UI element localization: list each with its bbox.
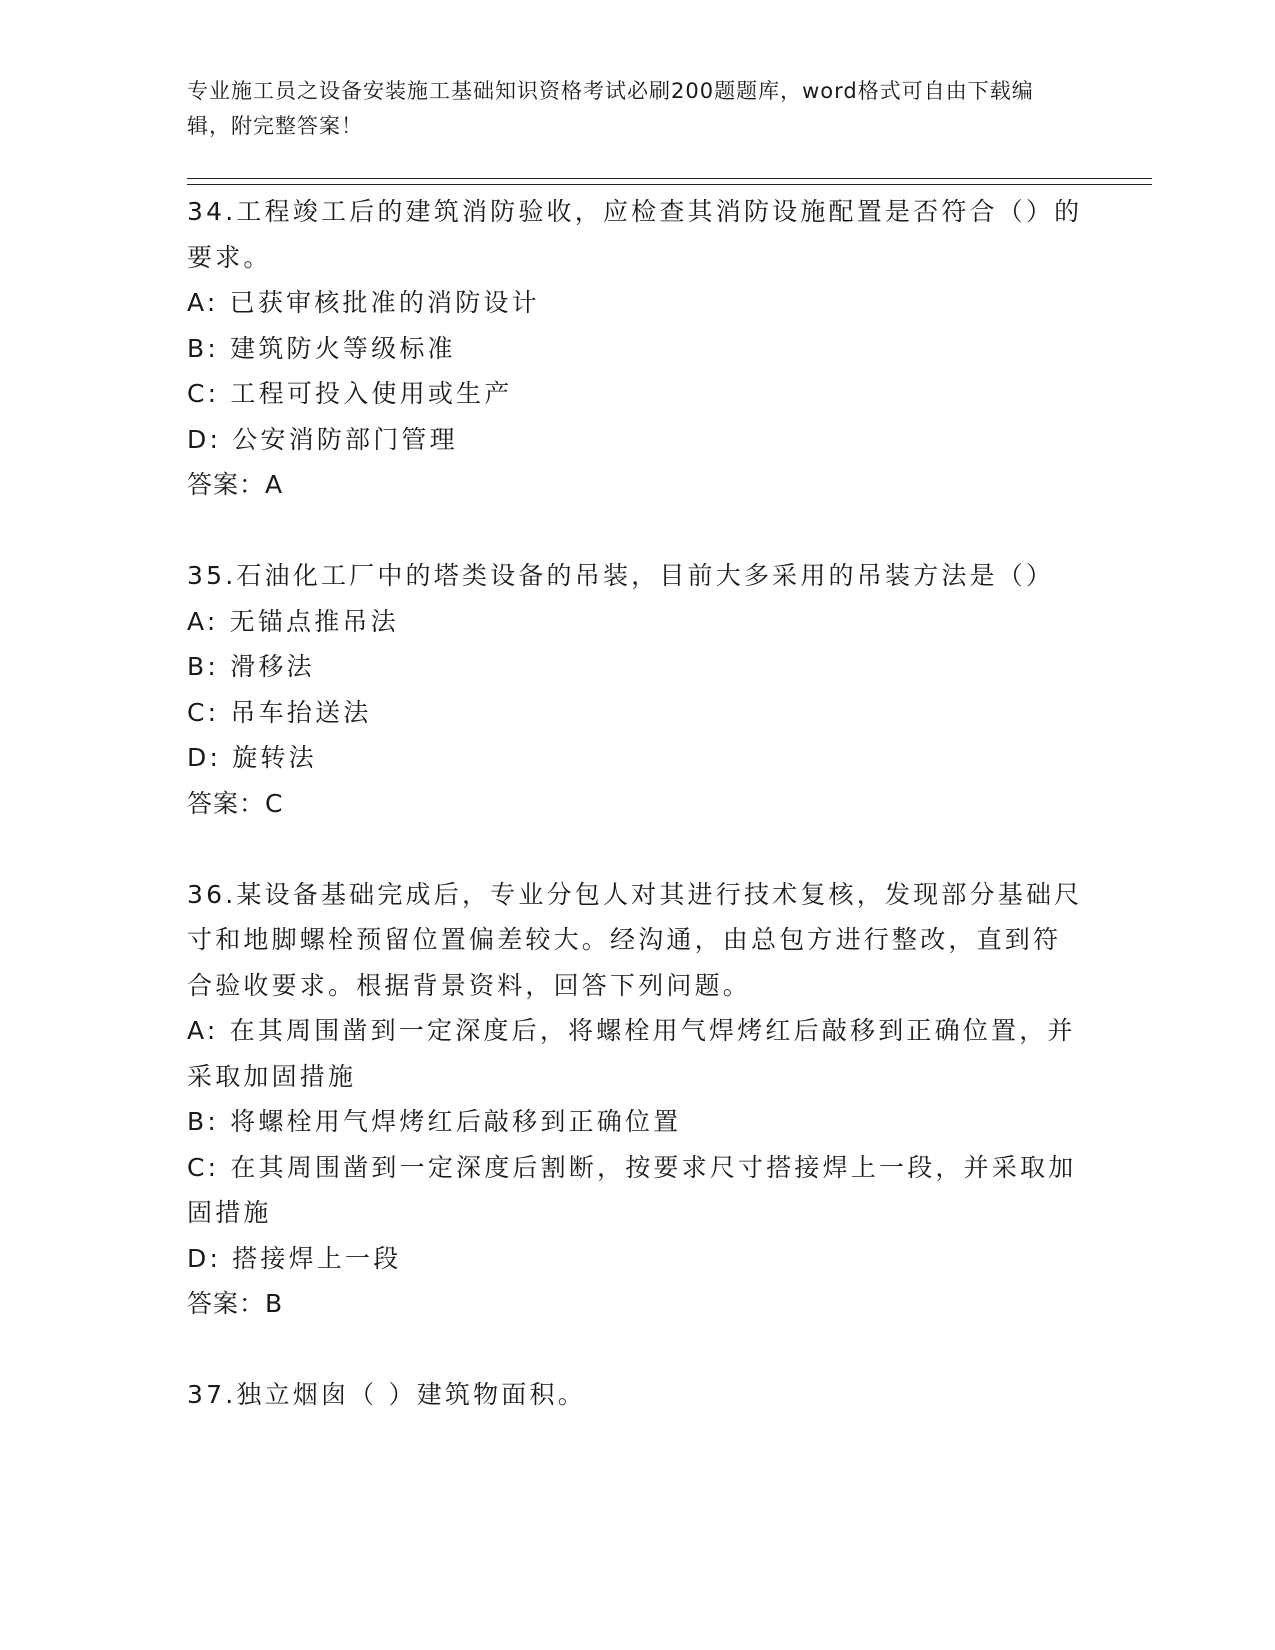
spacer bbox=[187, 508, 1087, 554]
option-c: C: 工程可投入使用或生产 bbox=[187, 379, 513, 408]
option-b: B: 滑移法 bbox=[187, 652, 315, 681]
option-b: B: 将螺栓用气焊烤红后敲移到正确位置 bbox=[187, 1107, 682, 1136]
answer-label: 答案： bbox=[187, 470, 266, 499]
question-stem: 34.工程竣工后的建筑消防验收，应检查其消防设施配置是否符合（）的要求。 bbox=[187, 197, 1083, 272]
question-37 bbox=[187, 1372, 1087, 1418]
header-title: 专业施工员之设备安装施工基础知识资格考试必刷200题题库，word格式可自由下载编辑，附完整答案！ bbox=[187, 79, 1034, 138]
option-c: C: 在其周围凿到一定深度后割断，按要求尺寸搭接焊上一段，并采取加固措施 bbox=[187, 1152, 1077, 1227]
question-stem: 37.独立烟囱（ ）建筑物面积。 bbox=[187, 1380, 586, 1409]
answer-value: A bbox=[265, 470, 284, 499]
option-c: C: 吊车抬送法 bbox=[187, 697, 372, 727]
answer-line bbox=[187, 1281, 1087, 1327]
question-stem: 35.石油化工厂中的塔类设备的吊装，目前大多采用的吊装方法是（） bbox=[187, 561, 1055, 590]
answer-label: 答案： bbox=[187, 788, 266, 818]
answer-line bbox=[187, 781, 1087, 827]
option-a: A: 已获审核批准的消防设计 bbox=[187, 288, 540, 317]
question-list bbox=[187, 189, 1087, 1418]
spacer bbox=[187, 826, 1087, 872]
header-divider-bottom bbox=[187, 184, 1152, 185]
option-a: A: 在其周围凿到一定深度后，将螺栓用气焊烤红后敲移到正确位置，并采取加固措施 bbox=[187, 1016, 1076, 1091]
question-stem: 36.某设备基础完成后，专业分包人对其进行技术复核，发现部分基础尺寸和地脚螺栓预留位置偏差较大。经沟通，由总包方进行整改，直到符合验收要求。根据背景资料，回答下列问题。 bbox=[187, 879, 1083, 1000]
question-36 bbox=[187, 872, 1087, 1327]
option-a: A: 无锚点推吊法 bbox=[187, 606, 399, 636]
document-header bbox=[187, 74, 1067, 144]
question-35 bbox=[187, 553, 1087, 826]
option-d: D: 旋转法 bbox=[187, 743, 317, 772]
answer-label: 答案： bbox=[187, 1289, 266, 1318]
answer-value: C bbox=[265, 788, 284, 818]
option-b: B: 建筑防火等级标准 bbox=[187, 333, 456, 363]
answer-value: B bbox=[265, 1289, 284, 1318]
option-d: D: 搭接焊上一段 bbox=[187, 1243, 402, 1273]
spacer bbox=[187, 1327, 1087, 1373]
question-34 bbox=[187, 189, 1087, 508]
answer-line bbox=[187, 462, 1087, 508]
header-divider-top bbox=[187, 178, 1152, 179]
option-d: D: 公安消防部门管理 bbox=[187, 424, 458, 454]
